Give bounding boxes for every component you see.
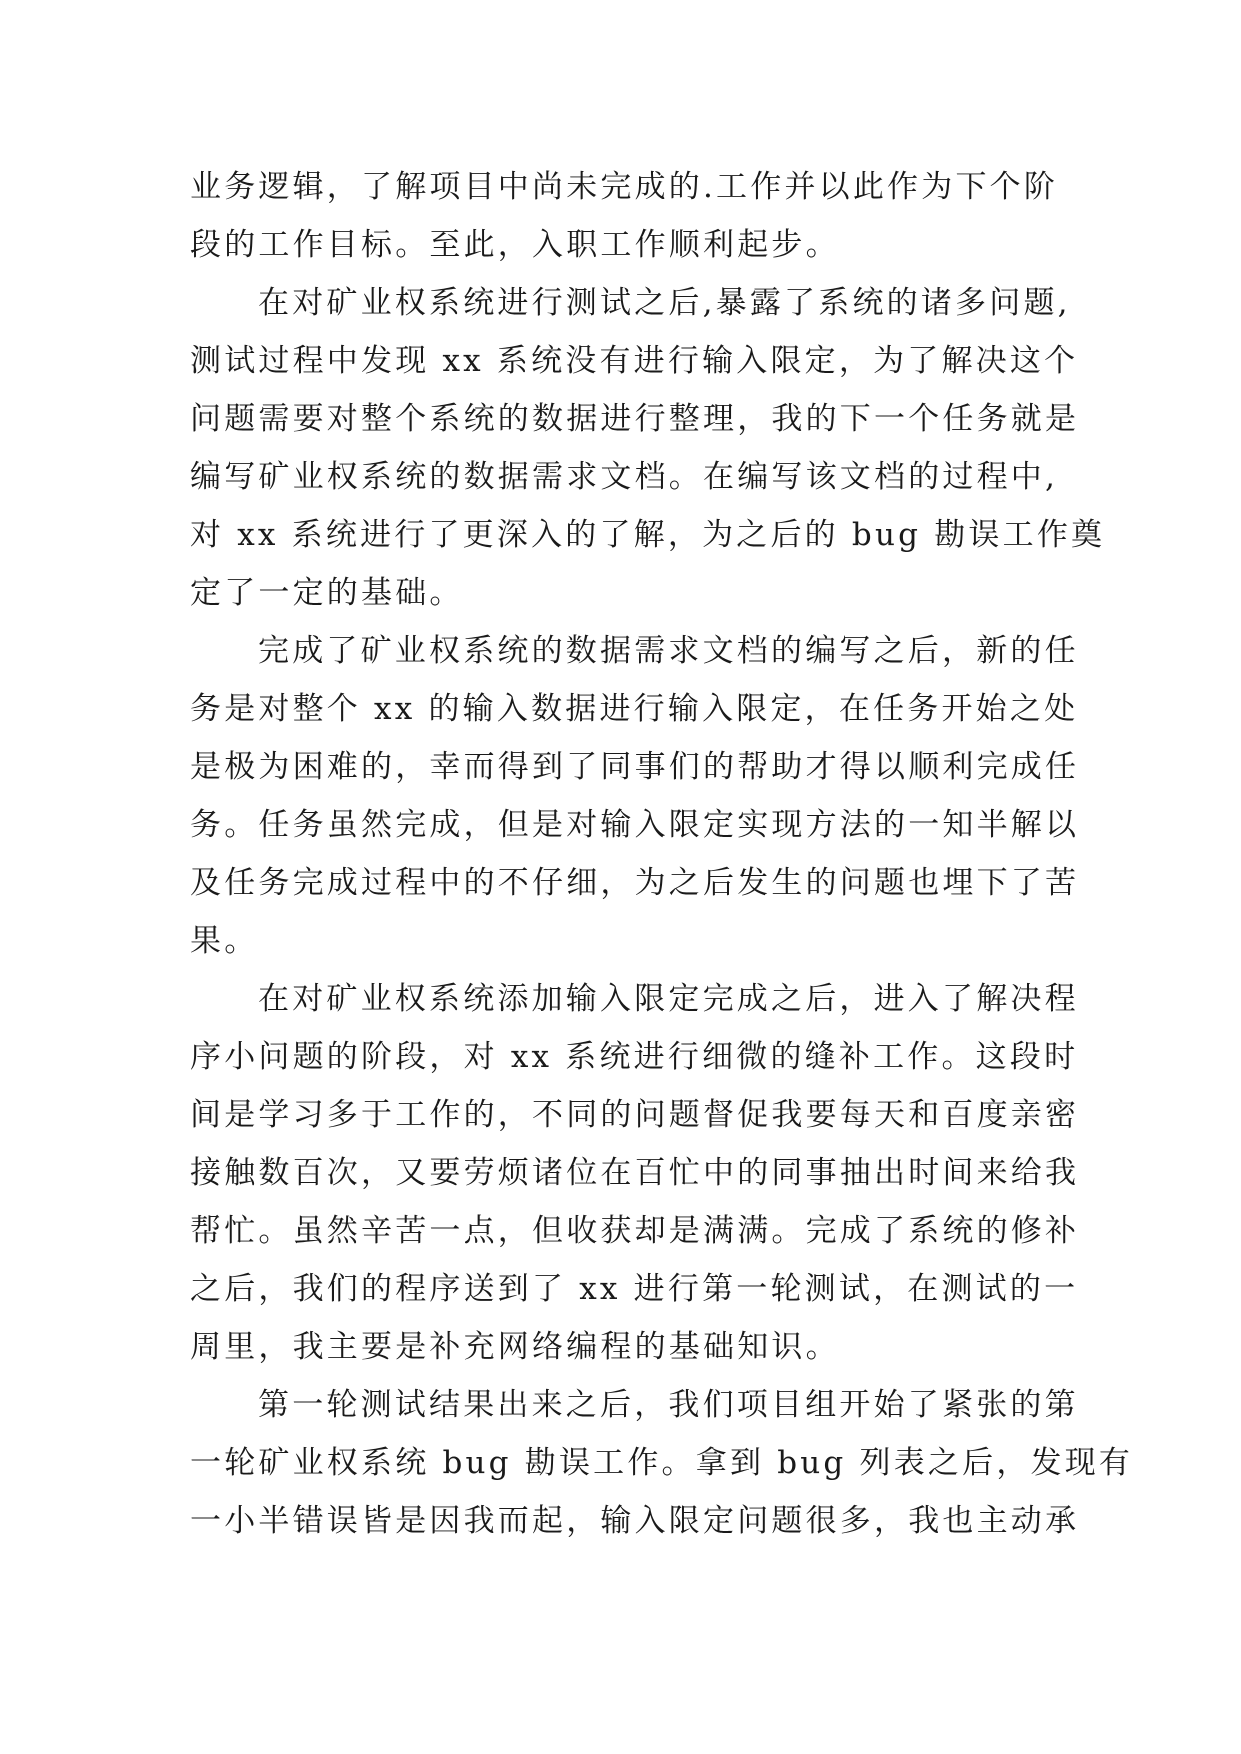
text-line: 是极为困难的，幸而得到了同事们的帮助才得以顺利完成任: [190, 749, 1080, 785]
text-line: 第一轮测试结果出来之后，我们项目组开始了紧张的第: [258, 1387, 1079, 1423]
text-line: 一轮矿业权系统 bug 勘误工作。拿到 bug 列表之后，发现有: [190, 1445, 1134, 1481]
text-line: 序小问题的阶段，对 xx 系统进行细微的缝补工作。这段时: [190, 1039, 1079, 1075]
text-line: 完成了矿业权系统的数据需求文档的编写之后，新的任: [258, 633, 1079, 669]
text-line: 及任务完成过程中的不仔细，为之后发生的问题也埋下了苦: [190, 865, 1080, 901]
document-body: [190, 158, 1134, 1550]
text-line: 测试过程中发现 xx 系统没有进行输入限定，为了解决这个: [190, 343, 1079, 379]
text-line: 接触数百次，又要劳烦诸位在百忙中的同事抽出时间来给我: [190, 1155, 1080, 1191]
text-line: 业务逻辑，了解项目中尚未完成的.工作并以此作为下个阶: [190, 169, 1059, 205]
text-line: 问题需要对整个系统的数据进行整理，我的下一个任务就是: [190, 401, 1080, 437]
text-line: 一小半错误皆是因我而起，输入限定问题很多，我也主动承: [190, 1503, 1080, 1539]
text-line: 段的工作目标。至此，入职工作顺利起步。: [190, 227, 840, 263]
text-line: 定了一定的基础。: [190, 575, 464, 611]
text-line: 帮忙。虽然辛苦一点，但收获却是满满。完成了系统的修补: [190, 1213, 1080, 1249]
text-line: 编写矿业权系统的数据需求文档。在编写该文档的过程中,: [190, 459, 1059, 495]
text-line: 对 xx 系统进行了更深入的了解，为之后的 bug 勘误工作奠: [190, 517, 1106, 553]
text-line: 务是对整个 xx 的输入数据进行输入限定，在任务开始之处: [190, 691, 1079, 727]
text-line: 之后，我们的程序送到了 xx 进行第一轮测试，在测试的一: [190, 1271, 1079, 1307]
text-line: 在对矿业权系统进行测试之后,暴露了系统的诸多问题,: [258, 285, 1071, 321]
text-line: 在对矿业权系统添加输入限定完成之后，进入了解决程: [258, 981, 1079, 1017]
text-line: 果。: [190, 923, 259, 959]
text-line: 务。任务虽然完成，但是对输入限定实现方法的一知半解以: [190, 807, 1080, 843]
text-line: 间是学习多于工作的，不同的问题督促我要每天和百度亲密: [190, 1097, 1080, 1133]
text-line: 周里，我主要是补充网络编程的基础知识。: [190, 1329, 840, 1365]
